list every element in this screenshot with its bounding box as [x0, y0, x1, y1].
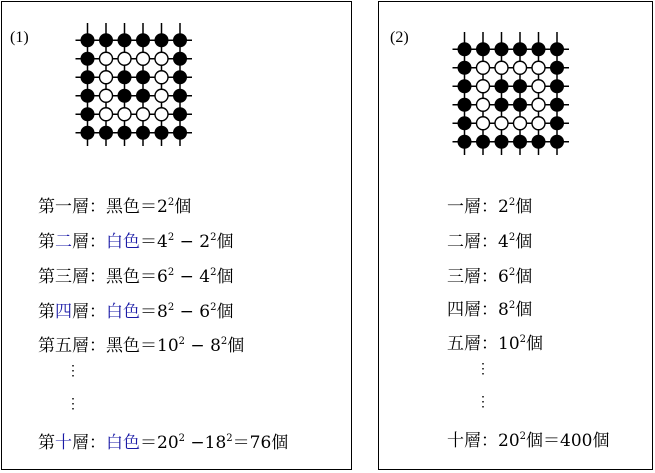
p1-l2-sup1: 2	[167, 232, 175, 243]
p1-l5-prefix: 第	[38, 336, 55, 356]
p1-ll-color: 白色	[106, 433, 140, 453]
p1-l3-rest: − 4	[174, 267, 211, 287]
p1-black-stone	[174, 89, 187, 102]
p1-l4-mid: 層：	[72, 302, 106, 322]
p1-l2-rest: − 2	[174, 232, 211, 252]
p1-l4-tail: 個	[216, 302, 234, 322]
p1-black-stone	[81, 52, 94, 65]
p2-black-stone	[458, 80, 471, 93]
p1-black-stone	[100, 126, 113, 139]
panel-1-label: (1)	[10, 29, 29, 46]
p1-black-stone	[174, 108, 187, 121]
p2-black-stone	[514, 80, 527, 93]
p2-l4-sup: 2	[508, 300, 516, 311]
p2-black-stone	[458, 135, 471, 148]
p1-black-stone	[118, 126, 131, 139]
p1-ll-eq: ＝20	[140, 433, 179, 453]
p2-l3-layer: 三	[447, 267, 464, 287]
p1-l1-tail: 個	[174, 197, 192, 217]
p1-dots-2: ⋮	[66, 396, 80, 412]
p1-l4-layer: 四	[55, 302, 72, 322]
p2-black-stone	[458, 61, 471, 74]
p2-black-stone	[514, 135, 527, 148]
p1-ll-layer: 十	[55, 433, 72, 453]
p1-l4-sup1: 2	[167, 302, 175, 313]
p1-l3-color: 黑色	[106, 267, 140, 287]
p1-black-stone	[81, 34, 94, 47]
p1-black-stone	[137, 89, 150, 102]
p2-l5-tail: 個	[526, 334, 544, 354]
p2-black-stone	[532, 43, 545, 56]
p2-l2-sup: 2	[508, 232, 516, 243]
p1-black-stone	[137, 34, 150, 47]
p1-line-1	[38, 197, 191, 217]
p1-line-last	[38, 433, 288, 453]
p2-black-stone	[551, 135, 564, 148]
p1-black-stone	[155, 126, 168, 139]
p2-black-stone	[458, 117, 471, 130]
p2-ll-mid: 層：	[464, 431, 498, 451]
p2-black-stone	[551, 117, 564, 130]
p2-ll-base: 20	[498, 431, 520, 451]
p1-l1-layer: 一	[55, 197, 72, 217]
p1-l3-prefix: 第	[38, 267, 55, 287]
p1-l4-eq: ＝8	[140, 302, 168, 322]
p2-l4-mid: 層：	[464, 300, 498, 320]
p1-l5-sup1: 2	[178, 336, 186, 347]
p1-line-4	[38, 302, 233, 322]
p1-black-stone	[174, 52, 187, 65]
p2-dots-1: ⋮	[476, 361, 490, 377]
p2-white-stone	[532, 117, 545, 130]
p2-l4-layer: 四	[447, 300, 464, 320]
p2-ll-tail: 個＝400個	[526, 431, 610, 451]
p1-ll-mid: 層：	[72, 433, 106, 453]
p2-l4-tail: 個	[515, 300, 533, 320]
p1-ll-sup2: 2	[226, 433, 233, 444]
p1-l4-sup2: 2	[210, 302, 217, 313]
p2-line-1	[447, 197, 532, 217]
p2-ll-layer: 十	[447, 431, 464, 451]
p2-l1-sup: 2	[508, 197, 516, 208]
p1-l5-tail: 個	[227, 336, 245, 356]
p2-line-5	[447, 334, 543, 354]
p1-white-stone	[155, 89, 168, 102]
p2-white-stone	[477, 61, 490, 74]
p2-l4-base: 8	[498, 300, 509, 320]
p1-black-stone	[100, 34, 113, 47]
p2-black-stone	[551, 98, 564, 111]
p1-white-stone	[100, 89, 113, 102]
p2-white-stone	[532, 98, 545, 111]
p1-black-stone	[155, 34, 168, 47]
p1-ll-rest: −18	[185, 433, 227, 453]
p1-white-stone	[155, 71, 168, 84]
p1-black-stone	[81, 108, 94, 121]
p2-dots-2: ⋮	[476, 394, 490, 410]
p1-l4-prefix: 第	[38, 302, 55, 322]
p1-l2-mid: 層：	[72, 232, 106, 252]
p1-line-5	[38, 336, 244, 356]
p2-l3-mid: 層：	[464, 267, 498, 287]
p1-l2-layer: 二	[55, 232, 72, 252]
p2-l2-mid: 層：	[464, 232, 498, 252]
p1-white-stone	[137, 108, 150, 121]
p1-line-2	[38, 232, 233, 252]
p1-dots-1: ⋮	[66, 363, 80, 379]
p1-l2-sup2: 2	[210, 232, 217, 243]
p1-black-stone	[81, 89, 94, 102]
p2-l5-mid: 層：	[464, 334, 498, 354]
p2-black-stone	[495, 43, 508, 56]
p2-black-stone	[551, 61, 564, 74]
p2-l3-base: 6	[498, 267, 509, 287]
p1-l3-sup2: 2	[210, 267, 217, 278]
p1-l3-tail: 個	[216, 267, 234, 287]
p2-white-stone	[477, 117, 490, 130]
p1-white-stone	[118, 52, 131, 65]
p2-black-stone	[477, 135, 490, 148]
p1-l4-rest: − 6	[174, 302, 211, 322]
p1-l1-color: 黑色	[106, 197, 140, 217]
p1-ll-prefix: 第	[38, 433, 55, 453]
p2-black-stone	[551, 43, 564, 56]
p1-white-stone	[155, 52, 168, 65]
p2-white-stone	[514, 117, 527, 130]
p2-line-2	[447, 232, 532, 252]
p2-black-stone	[532, 135, 545, 148]
p1-white-stone	[118, 108, 131, 121]
p1-black-stone	[174, 34, 187, 47]
p1-l2-prefix: 第	[38, 232, 55, 252]
p2-black-stone	[458, 98, 471, 111]
p2-l2-layer: 二	[447, 232, 464, 252]
p2-white-stone	[532, 61, 545, 74]
p2-l1-tail: 個	[515, 197, 533, 217]
p1-l5-mid: 層：	[72, 336, 106, 356]
p1-l3-sup1: 2	[167, 267, 175, 278]
p1-l1-prefix: 第	[38, 197, 55, 217]
p2-white-stone	[532, 80, 545, 93]
p1-black-stone	[118, 34, 131, 47]
panel-2	[378, 1, 653, 470]
p1-l3-eq: ＝6	[140, 267, 168, 287]
p2-l3-sup: 2	[508, 267, 516, 278]
p1-white-stone	[155, 108, 168, 121]
p2-l3-tail: 個	[515, 267, 533, 287]
p1-ll-sup1: 2	[178, 433, 186, 444]
p1-l2-eq: ＝4	[140, 232, 168, 252]
p2-white-stone	[477, 80, 490, 93]
p1-l4-color: 白色	[106, 302, 140, 322]
p2-black-stone	[458, 43, 471, 56]
p1-l5-layer: 五	[55, 336, 72, 356]
p1-black-stone	[174, 126, 187, 139]
p2-l5-sup: 2	[519, 334, 527, 345]
p1-black-stone	[81, 71, 94, 84]
p2-line-last	[447, 431, 609, 451]
p2-line-4	[447, 300, 532, 320]
p2-black-stone	[495, 80, 508, 93]
p2-black-stone	[514, 43, 527, 56]
p1-ll-tail: ＝76個	[232, 433, 289, 453]
p2-l5-layer: 五	[447, 334, 464, 354]
p1-l2-color: 白色	[106, 232, 140, 252]
p1-black-stone	[118, 71, 131, 84]
p1-l1-sup1: 2	[167, 197, 175, 208]
panel-2-board	[434, 26, 594, 166]
p1-black-stone	[137, 126, 150, 139]
p1-white-stone	[100, 108, 113, 121]
p2-black-stone	[551, 80, 564, 93]
panel-1-board	[57, 17, 217, 157]
p2-l1-base: 2	[498, 197, 509, 217]
p2-white-stone	[495, 117, 508, 130]
p2-line-3	[447, 267, 532, 287]
p1-black-stone	[81, 126, 94, 139]
p1-black-stone	[137, 71, 150, 84]
p2-l2-tail: 個	[515, 232, 533, 252]
panel-2-label: (2)	[390, 29, 409, 46]
p2-white-stone	[477, 98, 490, 111]
p1-l1-eq: ＝2	[140, 197, 168, 217]
p1-l1-mid: 層：	[72, 197, 106, 217]
p1-l5-color: 黑色	[106, 336, 140, 356]
p1-white-stone	[100, 52, 113, 65]
p1-black-stone	[118, 89, 131, 102]
p2-black-stone	[495, 135, 508, 148]
p2-white-stone	[514, 61, 527, 74]
p1-l5-eq: ＝10	[140, 336, 179, 356]
p1-black-stone	[174, 71, 187, 84]
p1-white-stone	[137, 52, 150, 65]
p2-l2-base: 4	[498, 232, 509, 252]
panel-1	[1, 1, 352, 470]
p2-black-stone	[477, 43, 490, 56]
p2-white-stone	[495, 61, 508, 74]
p2-l1-mid: 層：	[464, 197, 498, 217]
p2-ll-sup: 2	[519, 431, 527, 442]
p2-l5-base: 10	[498, 334, 520, 354]
p1-l3-mid: 層：	[72, 267, 106, 287]
p2-l1-layer: 一	[447, 197, 464, 217]
p1-line-3	[38, 267, 233, 287]
p2-black-stone	[514, 98, 527, 111]
p1-l5-sup2: 2	[220, 336, 228, 347]
p1-l3-layer: 三	[55, 267, 72, 287]
p2-black-stone	[495, 98, 508, 111]
p1-l5-rest: − 8	[185, 336, 221, 356]
p1-l2-tail: 個	[216, 232, 234, 252]
p1-white-stone	[100, 71, 113, 84]
